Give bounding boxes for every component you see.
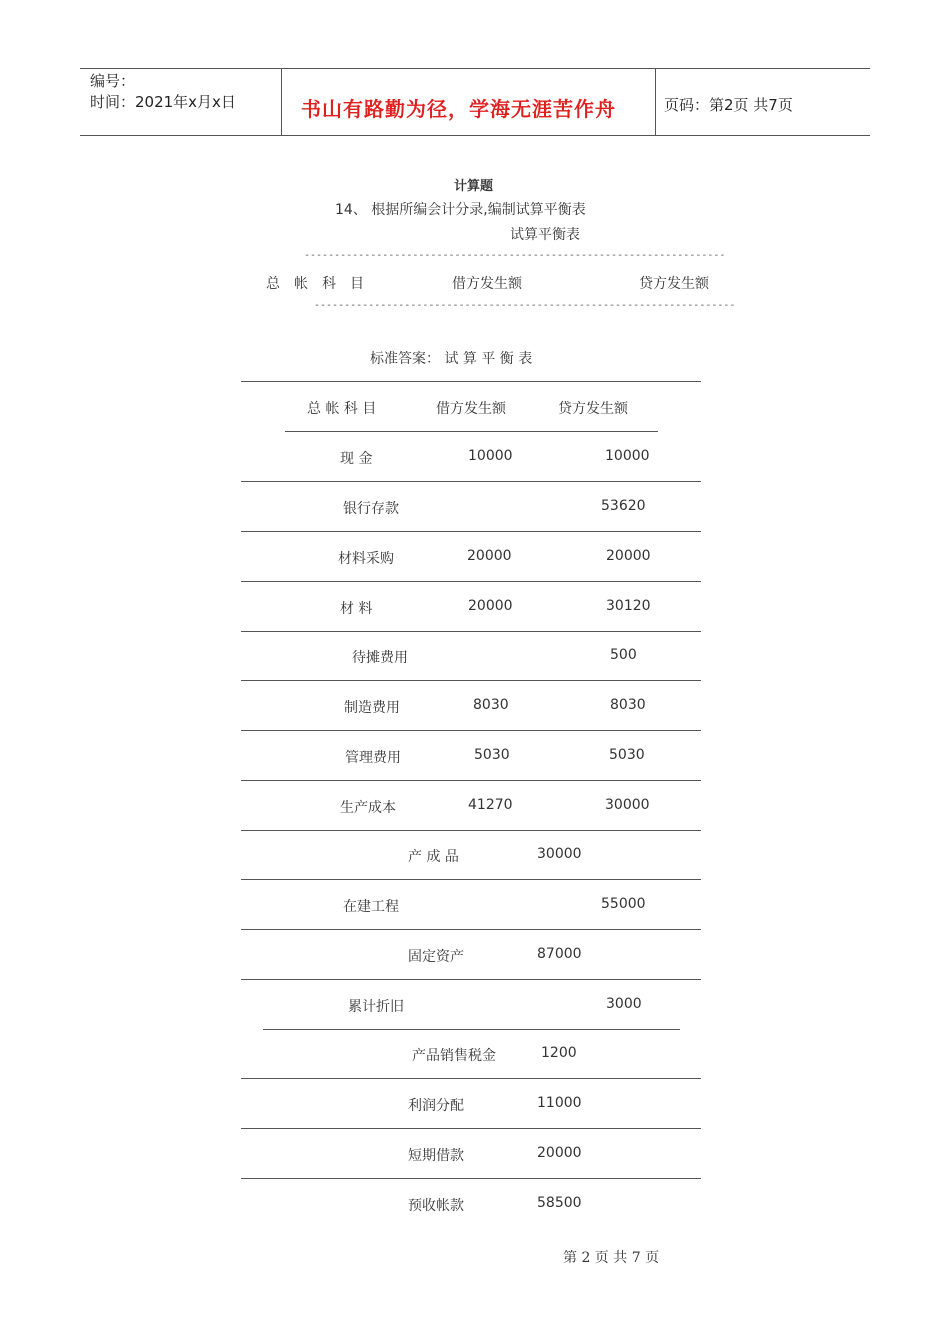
table-row-debit: 30000 bbox=[537, 846, 582, 862]
table-rule bbox=[263, 1029, 680, 1030]
serial-number-label: 编号： bbox=[90, 72, 136, 90]
page-info: 页码：第2页 共7页 bbox=[664, 96, 793, 114]
table-row-account: 生产成本 bbox=[340, 800, 396, 816]
table-rule bbox=[241, 581, 701, 582]
table-row-account: 待摊费用 bbox=[352, 650, 408, 666]
table-row-credit: 30000 bbox=[605, 797, 650, 813]
answer-col-account: 总 帐 科 目 bbox=[307, 401, 377, 417]
table-row-debit: 87000 bbox=[537, 946, 582, 962]
table-row-debit: 20000 bbox=[467, 548, 512, 564]
table-row-account: 累计折旧 bbox=[348, 999, 404, 1015]
table-row-credit: 30120 bbox=[606, 598, 651, 614]
table-row-account: 制造费用 bbox=[344, 700, 400, 716]
table-row-account: 预收帐款 bbox=[408, 1198, 464, 1214]
blank-table-col-account: 总 帐 科 目 bbox=[266, 276, 364, 292]
date-label: 时间：2021年x月x日 bbox=[90, 93, 236, 111]
table-rule bbox=[241, 929, 701, 930]
table-row-debit: 11000 bbox=[537, 1095, 582, 1111]
table-row-account: 银行存款 bbox=[343, 501, 399, 517]
table-row-account: 在建工程 bbox=[343, 899, 399, 915]
table-row-debit: 41270 bbox=[468, 797, 513, 813]
blank-table-title: 试算平衡表 bbox=[510, 227, 580, 243]
answer-heading: 标准答案： 试 算 平 衡 表 bbox=[370, 351, 533, 367]
table-row-account: 管理费用 bbox=[345, 750, 401, 766]
table-row-account: 产 成 品 bbox=[408, 849, 459, 865]
table-row-debit: 8030 bbox=[473, 697, 509, 713]
header-bottom-rule bbox=[80, 135, 870, 136]
table-row-account: 现 金 bbox=[340, 451, 373, 467]
header-divider-left bbox=[281, 68, 282, 135]
table-rule bbox=[241, 879, 701, 880]
table-rule bbox=[241, 730, 701, 731]
table-rule bbox=[285, 431, 658, 432]
table-rule bbox=[241, 680, 701, 681]
blank-table-bottom-dashes: ---------------------------------------------------------------------- bbox=[314, 300, 736, 311]
table-row-credit: 53620 bbox=[601, 498, 646, 514]
table-row-account: 材料采购 bbox=[338, 551, 394, 567]
table-row-account: 固定资产 bbox=[408, 949, 464, 965]
table-row-account: 材 料 bbox=[340, 601, 373, 617]
table-row-account: 利润分配 bbox=[408, 1098, 464, 1114]
table-row-account: 短期借款 bbox=[408, 1148, 464, 1164]
page-footer: 第 2 页 共 7 页 bbox=[563, 1250, 660, 1266]
table-row-credit: 10000 bbox=[605, 448, 650, 464]
table-row-debit: 58500 bbox=[537, 1195, 582, 1211]
table-row-credit: 55000 bbox=[601, 896, 646, 912]
table-row-credit: 8030 bbox=[610, 697, 646, 713]
motto: 书山有路勤为径，学海无涯苦作舟 bbox=[301, 97, 616, 121]
table-row-credit: 500 bbox=[610, 647, 637, 663]
header-top-rule bbox=[80, 68, 870, 69]
table-rule bbox=[241, 531, 701, 532]
table-row-account: 产品销售税金 bbox=[412, 1048, 496, 1064]
table-row-debit: 20000 bbox=[468, 598, 513, 614]
table-rule bbox=[241, 1178, 701, 1179]
table-row-debit: 5030 bbox=[474, 747, 510, 763]
table-row-debit: 10000 bbox=[468, 448, 513, 464]
table-rule bbox=[241, 830, 701, 831]
table-rule bbox=[241, 481, 701, 482]
table-rule bbox=[241, 1128, 701, 1129]
section-title: 计算题 bbox=[454, 179, 494, 194]
table-rule bbox=[241, 979, 701, 980]
table-rule bbox=[241, 381, 701, 382]
blank-table-col-credit: 贷方发生额 bbox=[639, 276, 709, 292]
table-row-credit: 3000 bbox=[606, 996, 642, 1012]
blank-table-top-dashes: ---------------------------------------------------------------------- bbox=[304, 250, 726, 261]
table-rule bbox=[241, 1078, 701, 1079]
answer-col-credit: 贷方发生额 bbox=[558, 401, 628, 417]
header-divider-right bbox=[655, 68, 656, 135]
table-rule bbox=[241, 631, 701, 632]
table-row-debit: 1200 bbox=[541, 1045, 577, 1061]
table-row-credit: 20000 bbox=[606, 548, 651, 564]
answer-col-debit: 借方发生额 bbox=[436, 401, 506, 417]
blank-table-col-debit: 借方发生额 bbox=[452, 276, 522, 292]
table-row-credit: 5030 bbox=[609, 747, 645, 763]
question-text: 14、 根据所编会计分录,编制试算平衡表 bbox=[335, 202, 586, 218]
table-row-debit: 20000 bbox=[537, 1145, 582, 1161]
table-rule bbox=[241, 780, 701, 781]
